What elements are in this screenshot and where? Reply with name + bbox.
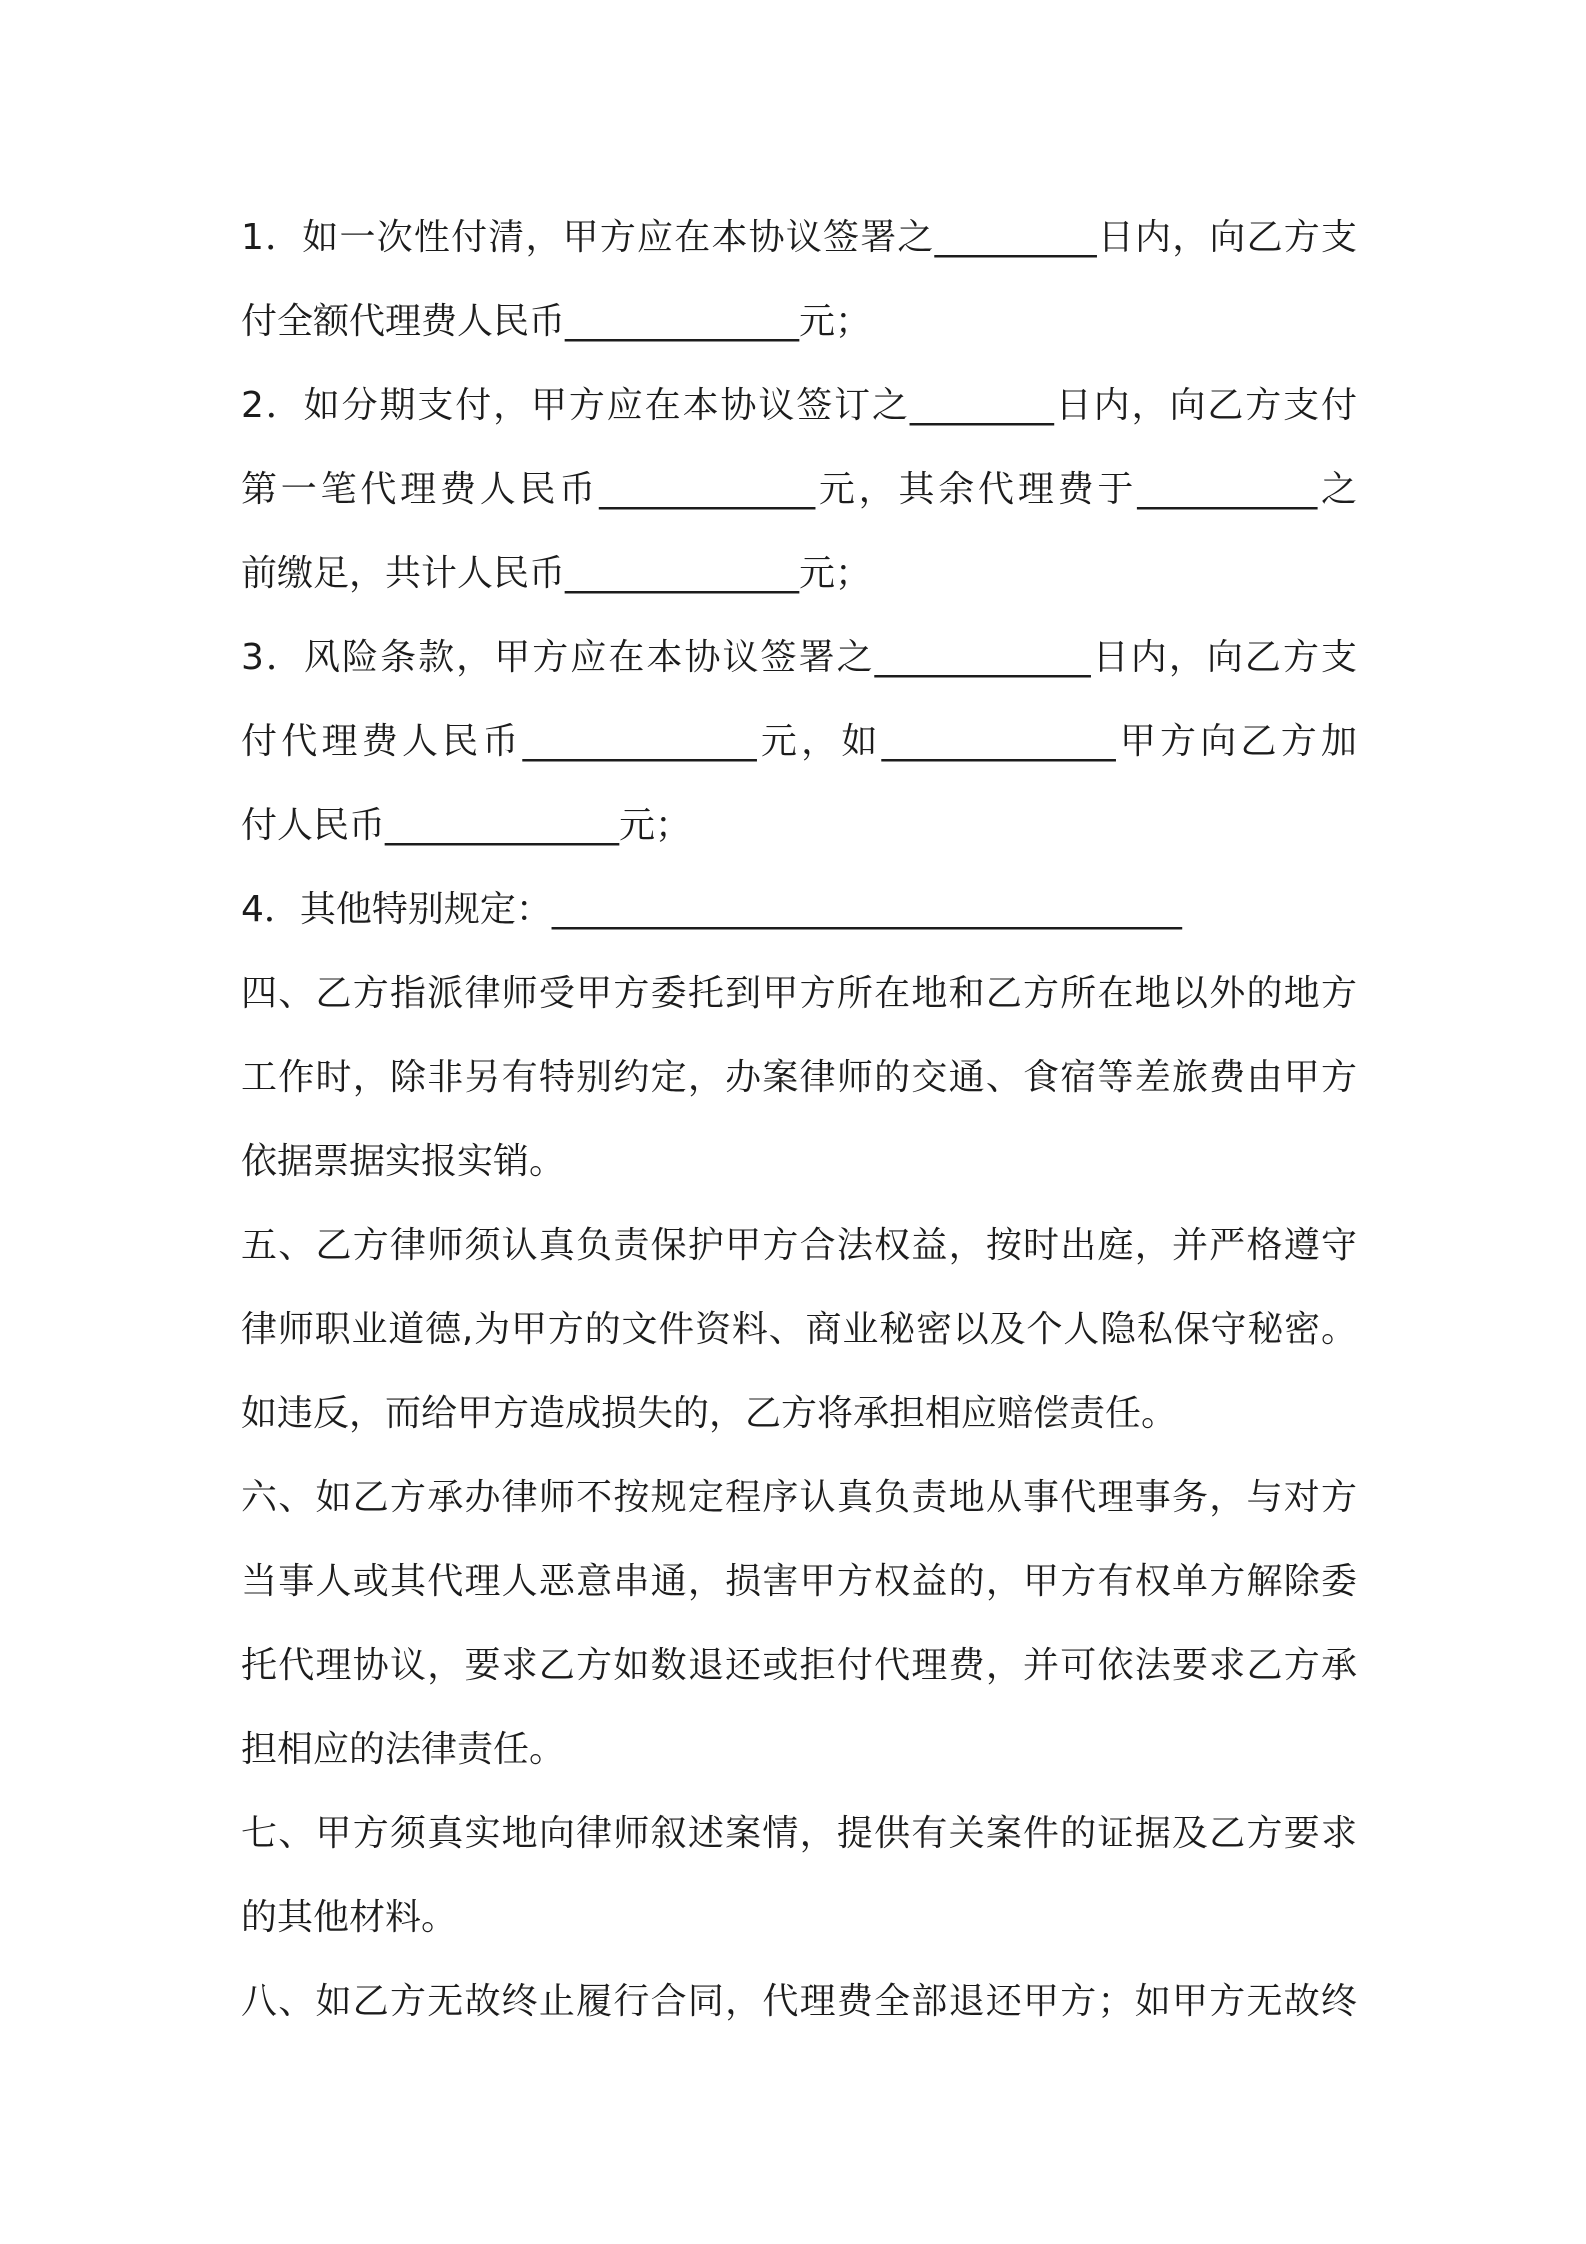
article-5-line-1: 五、乙方律师须认真负责保护甲方合法权益，按时出庭，并严格遵守	[241, 1225, 1357, 1266]
article-5-line-3: 如违反，而给甲方造成损失的，乙方将承担相应赔偿责任。	[241, 1393, 1178, 1434]
clause-2-line-1: 2．如分期支付，甲方应在本协议签订之________日内，向乙方支付	[241, 385, 1357, 426]
article-6-line-2: 当事人或其代理人恶意串通，损害甲方权益的，甲方有权单方解除委	[241, 1561, 1357, 1602]
agreement-body	[241, 196, 1357, 2044]
clause-2-line-3: 前缴足，共计人民币_____________元；	[241, 553, 872, 594]
clause-3-line-1: 3．风险条款，甲方应在本协议签署之____________日内，向乙方支	[241, 637, 1357, 678]
article-6-line-1: 六、如乙方承办律师不按规定程序认真负责地从事代理事务，与对方	[241, 1477, 1357, 1518]
article-4-line-3: 依据票据实报实销。	[241, 1141, 566, 1182]
article-4-line-2: 工作时，除非另有特别约定，办案律师的交通、食宿等差旅费由甲方	[241, 1057, 1357, 1098]
clause-1-line-1: 1．如一次性付清，甲方应在本协议签署之_________日内，向乙方支	[241, 217, 1357, 258]
article-5-line-2: 律师职业道德,为甲方的文件资料、商业秘密以及个人隐私保守秘密。	[241, 1309, 1357, 1350]
article-8-line-1: 八、如乙方无故终止履行合同，代理费全部退还甲方；如甲方无故终	[241, 1981, 1357, 2022]
clause-3-line-3: 付人民币_____________元；	[241, 805, 692, 846]
article-6-line-3: 托代理协议，要求乙方如数退还或拒付代理费，并可依法要求乙方承	[241, 1645, 1357, 1686]
clause-3-line-2: 付代理费人民币_____________元，如_____________甲方向乙方加	[241, 721, 1357, 762]
clause-4-line-1: 4．其他特别规定：___________________________________	[241, 889, 1182, 930]
article-6-line-4: 担相应的法律责任。	[241, 1729, 566, 1770]
clause-2-line-2: 第一笔代理费人民币____________元，其余代理费于__________之	[241, 469, 1357, 510]
article-7-line-1: 七、甲方须真实地向律师叙述案情，提供有关案件的证据及乙方要求	[241, 1813, 1357, 1854]
article-4-line-1: 四、乙方指派律师受甲方委托到甲方所在地和乙方所在地以外的地方	[241, 973, 1357, 1014]
article-7-line-2: 的其他材料。	[241, 1897, 458, 1938]
clause-1-line-2: 付全额代理费人民币_____________元；	[241, 301, 872, 342]
